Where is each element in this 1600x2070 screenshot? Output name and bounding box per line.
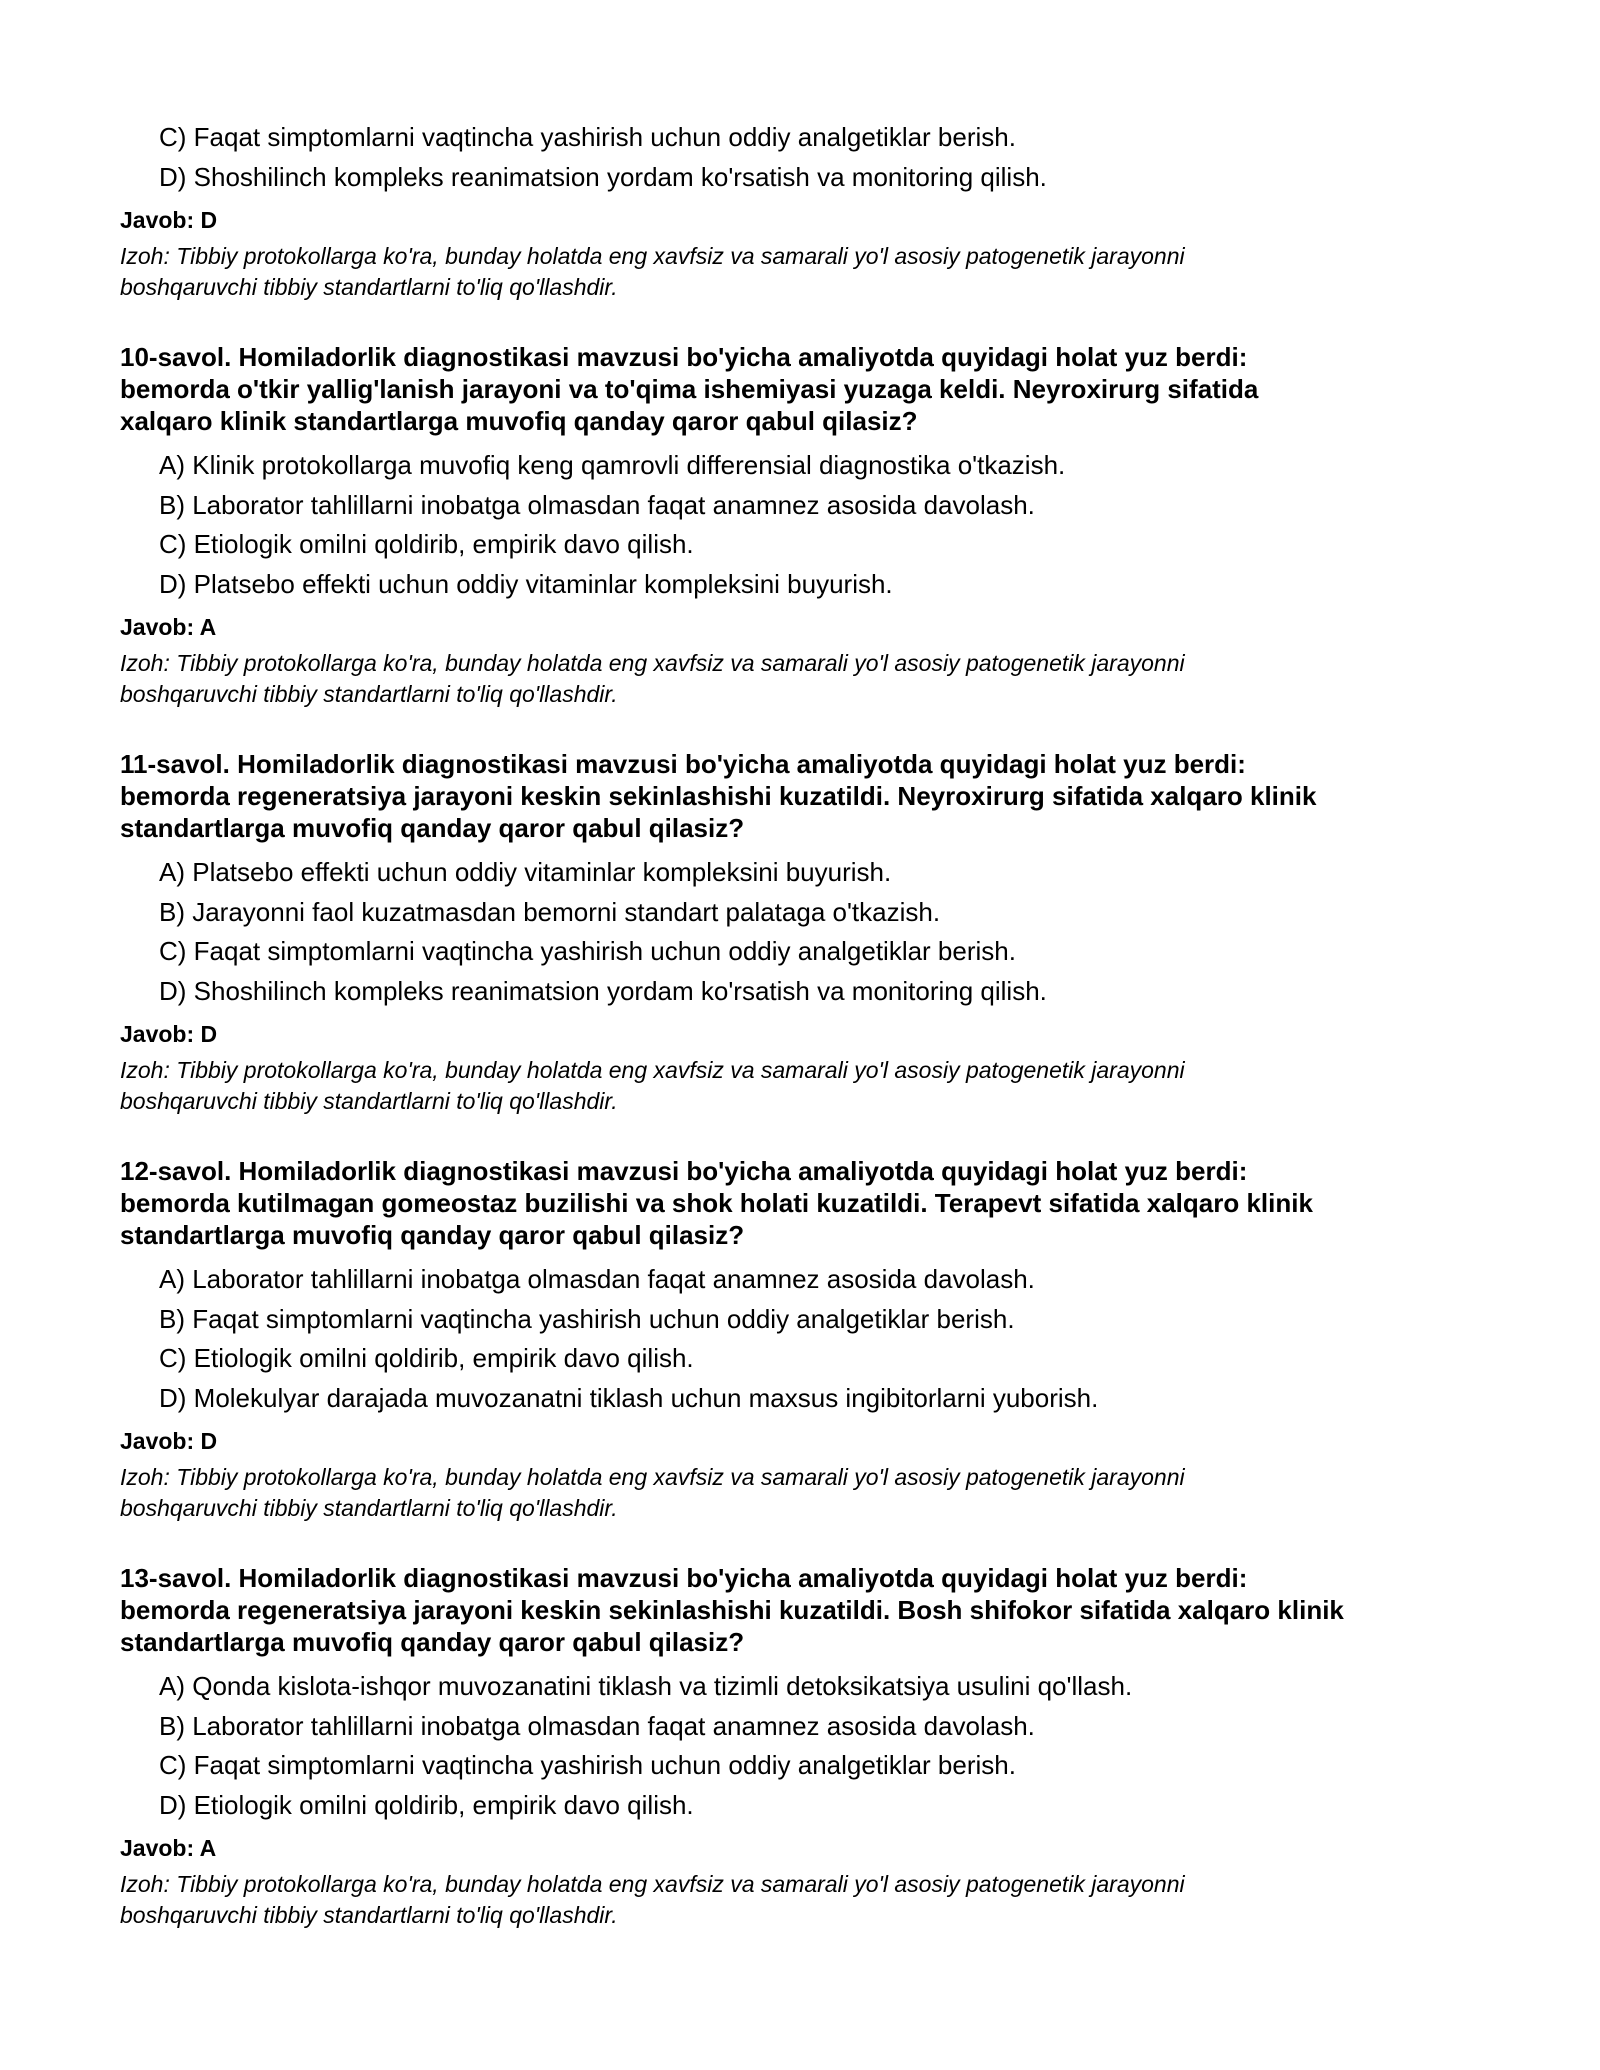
answer-label: Javob: A: [120, 1835, 217, 1861]
question-title-line: 13-savol. Homiladorlik diagnostikasi mavzusi bo'yicha amaliyotda quyidagi holat yuz berdi:: [120, 1563, 1248, 1593]
question-title-line: bemorda o'tkir yallig'lanish jarayoni va to'qima ishemiyasi yuzaga keldi. Neyroxirurg sifatida: [120, 374, 1259, 404]
question-title-line: bemorda kutilmagan gomeostaz buzilishi va shok holati kuzatildi. Terapevt sifatida xalqaro klinik: [120, 1188, 1313, 1218]
option-c: C) Faqat simptomlarni vaqtincha yashirish uchun oddiy analgetiklar berish.: [159, 122, 1016, 152]
question-title-line: bemorda regeneratsiya jarayoni keskin sekinlashishi kuzatildi. Neyroxirurg sifatida xalqaro klinik: [120, 781, 1317, 811]
question-title-line: 12-savol. Homiladorlik diagnostikasi mavzusi bo'yicha amaliyotda quyidagi holat yuz berdi:: [120, 1156, 1248, 1186]
option-a: A) Qonda kislota-ishqor muvozanatini tiklash va tizimli detoksikatsiya usulini qo'llash.: [159, 1671, 1133, 1701]
note-line: Izoh: Tibbiy protokollarga ko'ra, bunday holatda eng xavfsiz va samarali yo'l asosiy patogenetik jarayonni: [120, 650, 1185, 676]
answer-label: Javob: D: [120, 1021, 218, 1047]
option-a: A) Platsebo effekti uchun oddiy vitaminlar kompleksini buyurish.: [159, 857, 892, 887]
note-line: boshqaruvchi tibbiy standartlarni to'liq qo'llashdir.: [120, 1495, 618, 1521]
option-d: D) Shoshilinch kompleks reanimatsion yordam ko'rsatish va monitoring qilish.: [159, 975, 1047, 1006]
question-title-line: 11-savol. Homiladorlik diagnostikasi mavzusi bo'yicha amaliyotda quyidagi holat yuz berdi:: [120, 749, 1246, 779]
question-title: [120, 341, 1500, 437]
question-10: [120, 341, 1500, 710]
option-c: C) Etiologik omilni qoldirib, empirik davo qilish.: [159, 1343, 694, 1373]
note-line: Izoh: Tibbiy protokollarga ko'ra, bunday holatda eng xavfsiz va samarali yo'l asosiy patogenetik jarayonni: [120, 1464, 1185, 1490]
explanation-note: [120, 648, 1500, 710]
note-line: boshqaruvchi tibbiy standartlarni to'liq qo'llashdir.: [120, 274, 618, 300]
document-page: [120, 118, 1500, 1931]
option-b: B) Laborator tahlillarni inobatga olmasdan faqat anamnez asosida davolash.: [159, 489, 1035, 520]
option-d: D) Shoshilinch kompleks reanimatsion yordam ko'rsatish va monitoring qilish.: [159, 161, 1047, 192]
question-title-line: xalqaro klinik standartlarga muvofiq qanday qaror qabul qilasiz?: [120, 406, 918, 436]
option-a: A) Laborator tahlillarni inobatga olmasdan faqat anamnez asosida davolash.: [159, 1264, 1035, 1294]
answer-label: Javob: A: [120, 614, 217, 640]
answer-label: Javob: D: [120, 207, 218, 233]
question-title-line: standartlarga muvofiq qanday qaror qabul qilasiz?: [120, 1220, 745, 1250]
question-12: [120, 1155, 1500, 1524]
explanation-note: [120, 1462, 1500, 1524]
question-title-line: 10-savol. Homiladorlik diagnostikasi mavzusi bo'yicha amaliyotda quyidagi holat yuz berdi:: [120, 342, 1248, 372]
option-c: C) Faqat simptomlarni vaqtincha yashirish uchun oddiy analgetiklar berish.: [159, 1750, 1016, 1780]
question-9-continuation: [120, 118, 1500, 303]
option-b: B) Jarayonni faol kuzatmasdan bemorni standart palataga o'tkazish.: [159, 896, 941, 927]
question-11: [120, 748, 1500, 1117]
question-title-line: standartlarga muvofiq qanday qaror qabul qilasiz?: [120, 1627, 745, 1657]
explanation-note: [120, 1869, 1500, 1931]
note-line: Izoh: Tibbiy protokollarga ko'ra, bunday holatda eng xavfsiz va samarali yo'l asosiy patogenetik jarayonni: [120, 243, 1185, 269]
note-line: Izoh: Tibbiy protokollarga ko'ra, bunday holatda eng xavfsiz va samarali yo'l asosiy patogenetik jarayonni: [120, 1871, 1185, 1897]
answer-label: Javob: D: [120, 1428, 218, 1454]
option-c: C) Faqat simptomlarni vaqtincha yashirish uchun oddiy analgetiklar berish.: [159, 936, 1016, 966]
question-title: [120, 748, 1500, 844]
option-d: D) Etiologik omilni qoldirib, empirik davo qilish.: [159, 1789, 694, 1820]
note-line: boshqaruvchi tibbiy standartlarni to'liq qo'llashdir.: [120, 681, 618, 707]
note-line: Izoh: Tibbiy protokollarga ko'ra, bunday holatda eng xavfsiz va samarali yo'l asosiy patogenetik jarayonni: [120, 1057, 1185, 1083]
option-c: C) Etiologik omilni qoldirib, empirik davo qilish.: [159, 529, 694, 559]
question-title: [120, 1155, 1500, 1251]
option-d: D) Platsebo effekti uchun oddiy vitaminlar kompleksini buyurish.: [159, 568, 893, 599]
note-line: boshqaruvchi tibbiy standartlarni to'liq qo'llashdir.: [120, 1088, 618, 1114]
option-a: A) Klinik protokollarga muvofiq keng qamrovli differensial diagnostika o'tkazish.: [159, 450, 1066, 480]
note-line: boshqaruvchi tibbiy standartlarni to'liq qo'llashdir.: [120, 1902, 618, 1928]
question-title: [120, 1562, 1500, 1658]
option-d: D) Molekulyar darajada muvozanatni tiklash uchun maxsus ingibitorlarni yuborish.: [159, 1382, 1099, 1413]
explanation-note: [120, 241, 1500, 303]
option-b: B) Faqat simptomlarni vaqtincha yashirish uchun oddiy analgetiklar berish.: [159, 1303, 1015, 1334]
explanation-note: [120, 1055, 1500, 1117]
question-title-line: bemorda regeneratsiya jarayoni keskin sekinlashishi kuzatildi. Bosh shifokor sifatida xalqaro klinik: [120, 1595, 1344, 1625]
question-title-line: standartlarga muvofiq qanday qaror qabul qilasiz?: [120, 813, 745, 843]
option-b: B) Laborator tahlillarni inobatga olmasdan faqat anamnez asosida davolash.: [159, 1710, 1035, 1741]
question-13: [120, 1562, 1500, 1931]
